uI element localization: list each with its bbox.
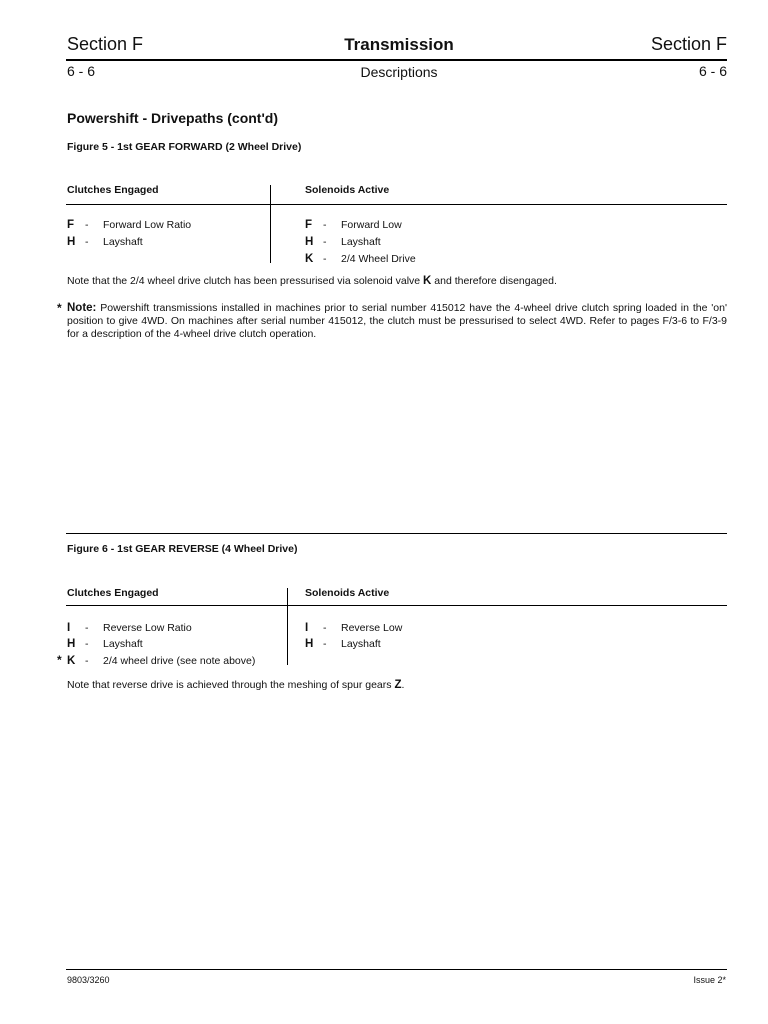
figure5-header-rule <box>66 204 727 205</box>
issue-label: Issue 2* <box>693 975 726 985</box>
solenoid-letter: F <box>305 219 313 231</box>
section-label-left: Section F <box>67 34 144 54</box>
figure6-title: Figure 6 - 1st GEAR REVERSE (4 Wheel Drive) <box>67 543 298 555</box>
change-marker-star: * <box>57 653 62 667</box>
clutch-description: Forward Low Ratio <box>103 219 192 231</box>
figure5-solenoids-header: Solenoids Active <box>305 184 390 196</box>
note-label: Note: <box>67 302 97 314</box>
figure6-column-divider <box>287 588 288 665</box>
solenoid-letter: H <box>305 236 314 248</box>
page-number-right: 6 - 6 <box>698 63 727 79</box>
separator-dash: - <box>85 622 89 634</box>
separator-dash: - <box>85 655 89 667</box>
clutch-description: Reverse Low Ratio <box>103 622 192 634</box>
note-text: and therefore disengaged. <box>431 275 557 287</box>
solenoid-letter: H <box>305 638 314 650</box>
figure5-clutches-header: Clutches Engaged <box>67 184 159 196</box>
separator-dash: - <box>323 219 327 231</box>
separator-dash: - <box>323 253 327 265</box>
figure6-header-rule <box>66 605 727 606</box>
page-subtitle: Descriptions <box>360 64 438 80</box>
section-label-right: Section F <box>650 34 727 54</box>
note-text: . <box>401 679 405 691</box>
solenoid-description: Forward Low <box>341 219 402 231</box>
figure6-note <box>67 679 404 691</box>
note-emphasis: Z <box>394 679 402 691</box>
solenoid-description: Layshaft <box>341 236 381 248</box>
serial-note-paragraph <box>67 302 727 341</box>
document-number: 9803/3260 <box>67 975 110 985</box>
clutch-description: 2/4 wheel drive (see note above) <box>103 655 256 667</box>
figure5-note <box>67 275 557 287</box>
separator-dash: - <box>323 622 327 634</box>
solenoid-letter: K <box>305 253 314 265</box>
solenoid-description: Reverse Low <box>341 622 403 634</box>
clutch-letter: H <box>67 236 76 248</box>
section-heading: Powershift - Drivepaths (cont'd) <box>67 110 279 126</box>
header-rule <box>66 59 727 61</box>
figure6-clutches-header: Clutches Engaged <box>67 587 159 599</box>
separator-dash: - <box>85 236 89 248</box>
solenoid-description: Layshaft <box>341 638 381 650</box>
separator-dash: - <box>323 236 327 248</box>
solenoid-letter: I <box>305 622 309 634</box>
clutch-description: Layshaft <box>103 236 143 248</box>
footer-rule <box>66 969 727 970</box>
separator-dash: - <box>85 219 89 231</box>
note-body: Powershift transmissions installed in machines prior to serial number 415012 have the 4-wheel drive clutch spring loaded in the 'on' position to give 4WD. On machines after serial number 415012, the clutch must be pressurised to select 4WD. Refer to pages F/3-6 to F/3-9 for a description of the 4-wheel drive clutch operation. <box>67 302 727 340</box>
figure5-title: Figure 5 - 1st GEAR FORWARD (2 Wheel Drive) <box>67 141 302 153</box>
page-title: Transmission <box>344 35 454 54</box>
figure6-top-rule <box>66 533 727 534</box>
note-text: Note that the 2/4 wheel drive clutch has been pressurised via solenoid valve <box>67 275 424 287</box>
clutch-description: Layshaft <box>103 638 143 650</box>
change-marker-star: * <box>57 301 62 315</box>
clutch-letter: I <box>67 622 71 634</box>
solenoid-description: 2/4 Wheel Drive <box>341 253 416 265</box>
figure6-solenoids-header: Solenoids Active <box>305 587 390 599</box>
clutch-letter: F <box>67 219 75 231</box>
separator-dash: - <box>85 638 89 650</box>
clutch-letter: H <box>67 638 76 650</box>
separator-dash: - <box>323 638 327 650</box>
note-text: Note that reverse drive is achieved through the meshing of spur gears <box>67 679 395 691</box>
page-number-left: 6 - 6 <box>67 63 96 79</box>
note-emphasis: K <box>423 275 432 287</box>
clutch-letter: K <box>67 655 76 667</box>
figure5-column-divider <box>270 185 271 263</box>
